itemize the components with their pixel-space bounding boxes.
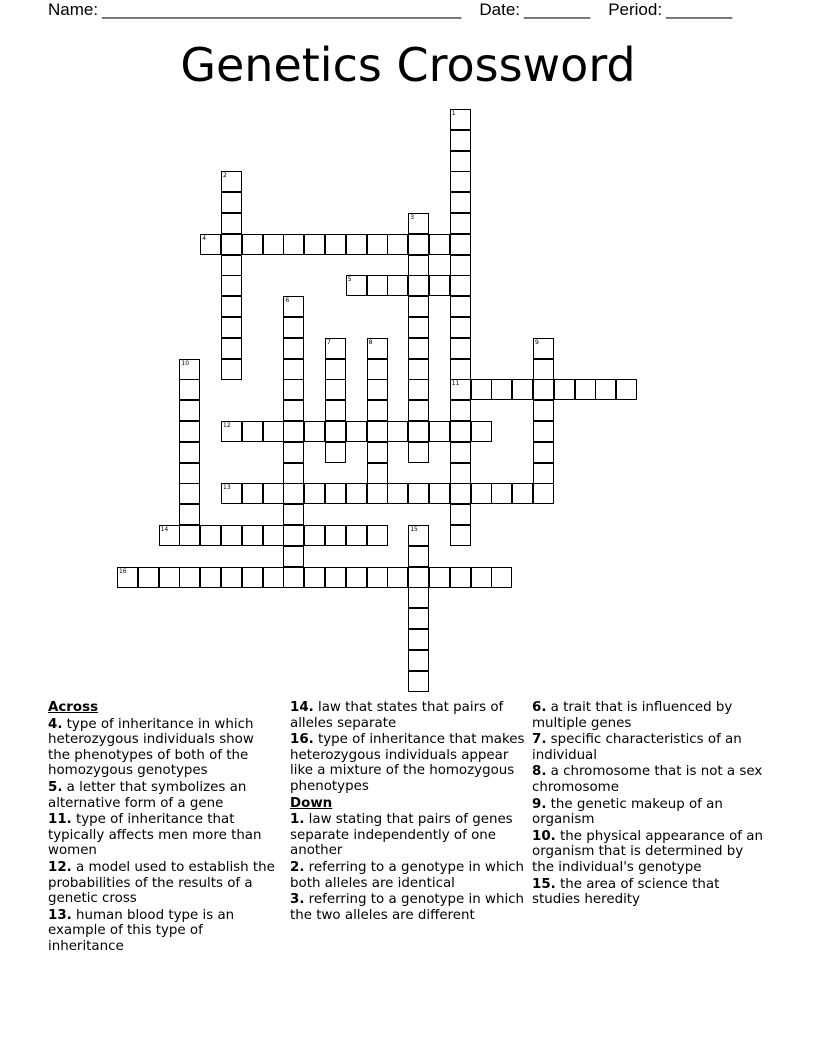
clue-number: 9 — [535, 338, 539, 346]
grid-cell[interactable] — [408, 650, 429, 671]
clue-number: 13. — [48, 907, 72, 923]
grid-cell[interactable] — [221, 234, 242, 255]
grid-cell[interactable] — [450, 275, 471, 296]
clue-number: 5. — [48, 779, 63, 795]
grid-cell[interactable] — [283, 317, 304, 338]
grid-cell[interactable] — [325, 483, 346, 504]
grid-cell[interactable] — [325, 421, 346, 442]
grid-cell[interactable] — [387, 483, 408, 504]
grid-cell[interactable] — [200, 525, 221, 546]
grid-cell[interactable] — [450, 421, 471, 442]
clue-item — [48, 780, 280, 811]
clues-column-2 — [290, 700, 526, 924]
grid-cell[interactable] — [554, 379, 575, 400]
grid-cell[interactable] — [450, 504, 471, 525]
clue-number: 6 — [285, 297, 290, 305]
across-clue-list — [48, 717, 280, 955]
grid-cell[interactable] — [325, 234, 346, 255]
grid-cell[interactable] — [179, 504, 200, 525]
clue-item — [532, 797, 766, 828]
grid-cell[interactable] — [471, 379, 492, 400]
grid-cell[interactable] — [408, 671, 429, 692]
grid-cell[interactable] — [263, 483, 284, 504]
grid-cell[interactable] — [283, 379, 304, 400]
clues-column-1 — [48, 700, 280, 956]
grid-cell[interactable] — [367, 421, 388, 442]
grid-cell[interactable] — [429, 567, 450, 588]
clue-number: 2. — [290, 859, 305, 875]
clue-number: 11 — [451, 380, 460, 388]
grid-cell[interactable] — [221, 275, 242, 296]
clue-item — [290, 732, 526, 794]
grid-cell[interactable] — [533, 463, 554, 484]
grid-cell[interactable] — [283, 483, 304, 504]
grid-cell[interactable] — [367, 275, 388, 296]
grid-cell[interactable] — [408, 567, 429, 588]
grid-cell[interactable] — [283, 234, 304, 255]
grid-cell[interactable] — [346, 483, 367, 504]
grid-cell[interactable] — [408, 400, 429, 421]
grid-cell[interactable] — [408, 317, 429, 338]
grid-cell[interactable] — [367, 442, 388, 463]
grid-cell[interactable] — [408, 379, 429, 400]
clue-item — [532, 829, 766, 876]
grid-cell[interactable] — [387, 421, 408, 442]
grid-cell[interactable] — [283, 400, 304, 421]
grid-cell[interactable] — [242, 525, 263, 546]
clue-item — [532, 764, 766, 795]
grid-cell[interactable] — [304, 234, 325, 255]
grid-cell[interactable] — [221, 338, 242, 359]
grid-cell[interactable] — [367, 338, 388, 359]
grid-cell[interactable] — [533, 400, 554, 421]
grid-cell[interactable] — [450, 255, 471, 276]
grid-cell[interactable] — [408, 587, 429, 608]
grid-cell[interactable] — [263, 567, 284, 588]
date-label: Date: — [479, 0, 520, 19]
period-label: Period: — [608, 0, 663, 19]
grid-cell[interactable] — [263, 234, 284, 255]
grid-cell[interactable] — [325, 400, 346, 421]
grid-cell[interactable] — [367, 359, 388, 380]
clue-number: 12 — [223, 422, 231, 429]
grid-cell[interactable] — [179, 379, 200, 400]
grid-cell[interactable] — [159, 525, 180, 546]
page-title: Genetics Crossword — [180, 38, 636, 92]
grid-cell[interactable] — [408, 525, 429, 546]
clue-number: 2 — [223, 172, 227, 180]
grid-cell[interactable] — [304, 421, 325, 442]
clue-item — [290, 812, 526, 859]
grid-cell[interactable] — [242, 421, 263, 442]
grid-cell[interactable] — [367, 234, 388, 255]
clue-text: a chromosome that is not a sex chromosome — [532, 764, 763, 795]
grid-cell[interactable] — [450, 463, 471, 484]
grid-cell[interactable] — [408, 234, 429, 255]
grid-cell[interactable] — [221, 483, 242, 504]
clue-number: 6. — [532, 700, 547, 715]
grid-cell[interactable] — [263, 525, 284, 546]
clue-number: 15 — [410, 526, 418, 533]
grid-cell[interactable] — [387, 275, 408, 296]
grid-cell[interactable] — [471, 483, 492, 504]
clue-text: type of inheritance that typically affects men more than women — [48, 812, 262, 859]
grid-cell[interactable] — [283, 463, 304, 484]
clue-number: 5 — [347, 276, 352, 284]
clue-number: 7. — [532, 732, 547, 748]
grid-cell[interactable] — [533, 483, 554, 504]
down-heading: Down — [290, 795, 333, 811]
grid-cell[interactable] — [450, 171, 471, 192]
clue-text: referring to a genotype in which both alleles are identical — [290, 859, 525, 891]
grid-cell[interactable] — [408, 296, 429, 317]
grid-cell[interactable] — [200, 234, 221, 255]
grid-cell[interactable] — [533, 442, 554, 463]
across-clue-list-continued — [290, 700, 526, 795]
clue-number: 15. — [532, 876, 556, 892]
clue-number: 3. — [290, 892, 305, 908]
grid-cell[interactable] — [450, 234, 471, 255]
clue-number: 7 — [327, 338, 331, 346]
grid-cell[interactable] — [450, 130, 471, 151]
grid-cell[interactable] — [346, 421, 367, 442]
grid-cell[interactable] — [450, 109, 471, 130]
grid-cell[interactable] — [533, 421, 554, 442]
grid-cell[interactable] — [304, 483, 325, 504]
clue-item — [48, 860, 280, 907]
clue-number: 1 — [451, 110, 456, 117]
clue-text: law that states that pairs of alleles separate — [290, 700, 504, 731]
clue-text: a trait that is influenced by multiple genes — [532, 700, 733, 731]
grid-cell[interactable] — [221, 171, 242, 192]
grid-cell[interactable] — [408, 442, 429, 463]
clue-number: 4 — [202, 234, 207, 242]
grid-cell[interactable] — [283, 359, 304, 380]
grid-cell[interactable] — [367, 463, 388, 484]
grid-cell[interactable] — [221, 525, 242, 546]
grid-cell[interactable] — [325, 442, 346, 463]
clue-text: specific characteristics of an individual — [532, 732, 742, 763]
grid-cell[interactable] — [221, 255, 242, 276]
clue-number: 11. — [48, 812, 72, 828]
clue-text: a model used to establish the probabilities of the results of a genetic cross — [48, 859, 275, 907]
grid-cell[interactable] — [283, 504, 304, 525]
student-info-header — [48, 0, 732, 20]
date-blank[interactable]: _______ — [524, 0, 591, 19]
grid-cell[interactable] — [450, 483, 471, 504]
clue-text: the area of science that studies heredity — [532, 876, 720, 908]
grid-cell[interactable] — [179, 525, 200, 546]
clues-column-3 — [532, 700, 766, 909]
clue-number: 9. — [532, 796, 547, 812]
across-heading: Across — [48, 700, 99, 715]
clue-text: a letter that symbolizes an alternative form of a gene — [48, 779, 247, 811]
grid-cell[interactable] — [533, 379, 554, 400]
clue-text: referring to a genotype in which the two alleles are different — [290, 892, 525, 923]
grid-cell[interactable] — [325, 567, 346, 588]
grid-cell[interactable] — [325, 525, 346, 546]
grid-cell[interactable] — [450, 296, 471, 317]
grid-cell[interactable] — [450, 400, 471, 421]
grid-cell[interactable] — [367, 567, 388, 588]
clue-text: law stating that pairs of genes separate independently of one another — [290, 812, 513, 859]
grid-cell[interactable] — [450, 567, 471, 588]
grid-cell[interactable] — [408, 275, 429, 296]
grid-cell[interactable] — [179, 359, 200, 380]
name-blank[interactable]: ______________________________________ — [102, 0, 462, 19]
grid-cell[interactable] — [283, 525, 304, 546]
clue-text: the genetic makeup of an organism — [532, 796, 723, 828]
down-clue-list-continued — [532, 700, 766, 908]
grid-cell[interactable] — [429, 234, 450, 255]
grid-cell[interactable] — [242, 567, 263, 588]
grid-cell[interactable] — [450, 317, 471, 338]
grid-cell[interactable] — [408, 213, 429, 234]
grid-cell[interactable] — [408, 255, 429, 276]
clue-number: 16. — [290, 732, 314, 748]
grid-cell[interactable] — [221, 213, 242, 234]
grid-cell[interactable] — [450, 359, 471, 380]
grid-cell[interactable] — [533, 359, 554, 380]
grid-cell[interactable] — [491, 567, 512, 588]
clue-item — [532, 732, 766, 763]
clue-number: 4. — [48, 716, 63, 732]
clue-number: 12. — [48, 859, 72, 875]
clue-text: type of inheritance that makes heterozygous individuals appear like a mixture of the homozygous phenotypes — [290, 732, 525, 794]
grid-cell[interactable] — [387, 567, 408, 588]
grid-cell[interactable] — [325, 338, 346, 359]
grid-cell[interactable] — [179, 421, 200, 442]
clue-text: human blood type is an example of this type of inheritance — [48, 907, 235, 954]
grid-cell[interactable] — [263, 421, 284, 442]
grid-cell[interactable] — [429, 483, 450, 504]
grid-cell[interactable] — [367, 483, 388, 504]
grid-cell[interactable] — [408, 483, 429, 504]
grid-cell[interactable] — [491, 379, 512, 400]
clue-number: 8. — [532, 764, 547, 780]
grid-cell[interactable] — [512, 379, 533, 400]
clue-text: the physical appearance of an organism that is determined by the individual's genotype — [532, 828, 763, 875]
clue-item — [48, 717, 280, 779]
grid-cell[interactable] — [179, 442, 200, 463]
grid-cell[interactable] — [117, 567, 138, 588]
grid-cell[interactable] — [283, 442, 304, 463]
clue-number: 16 — [119, 567, 127, 575]
down-clue-list — [290, 812, 526, 923]
name-label: Name: — [48, 0, 99, 19]
clue-number: 14 — [160, 526, 169, 533]
clue-number: 14. — [290, 700, 314, 715]
grid-cell[interactable] — [367, 400, 388, 421]
grid-cell[interactable] — [325, 359, 346, 380]
grid-cell[interactable] — [283, 567, 304, 588]
grid-cell[interactable] — [595, 379, 616, 400]
grid-cell[interactable] — [346, 234, 367, 255]
grid-cell[interactable] — [429, 421, 450, 442]
grid-cell[interactable] — [512, 483, 533, 504]
grid-cell[interactable] — [304, 525, 325, 546]
grid-cell[interactable] — [408, 421, 429, 442]
grid-cell[interactable] — [408, 629, 429, 650]
grid-cell[interactable] — [471, 567, 492, 588]
grid-cell[interactable] — [346, 567, 367, 588]
grid-cell[interactable] — [304, 567, 325, 588]
grid-cell[interactable] — [408, 359, 429, 380]
grid-cell[interactable] — [283, 546, 304, 567]
clue-number: 8 — [368, 338, 373, 346]
grid-cell[interactable] — [283, 338, 304, 359]
clue-number: 13 — [223, 484, 231, 492]
grid-cell[interactable] — [533, 338, 554, 359]
grid-cell[interactable] — [242, 234, 263, 255]
clue-text: type of inheritance in which heterozygous individuals show the phenotypes of both of the homozygous genotypes — [48, 716, 254, 779]
clue-number: 10. — [532, 828, 556, 844]
grid-cell[interactable] — [450, 379, 471, 400]
grid-cell[interactable] — [221, 192, 242, 213]
grid-cell[interactable] — [283, 296, 304, 317]
grid-cell[interactable] — [471, 421, 492, 442]
clue-item — [48, 812, 280, 859]
grid-cell[interactable] — [179, 567, 200, 588]
grid-cell[interactable] — [138, 567, 159, 588]
grid-cell[interactable] — [616, 379, 637, 400]
clue-item — [290, 860, 526, 891]
clue-item — [48, 908, 280, 955]
grid-cell[interactable] — [325, 379, 346, 400]
clue-item — [290, 700, 526, 731]
grid-cell[interactable] — [408, 608, 429, 629]
clue-item — [290, 892, 526, 923]
grid-cell[interactable] — [283, 421, 304, 442]
grid-cell[interactable] — [408, 338, 429, 359]
grid-cell[interactable] — [450, 525, 471, 546]
grid-cell[interactable] — [346, 275, 367, 296]
grid-cell[interactable] — [179, 400, 200, 421]
grid-cell[interactable] — [200, 567, 221, 588]
grid-cell[interactable] — [346, 525, 367, 546]
grid-cell[interactable] — [221, 359, 242, 380]
grid-cell[interactable] — [408, 546, 429, 567]
grid-cell[interactable] — [221, 567, 242, 588]
grid-cell[interactable] — [387, 234, 408, 255]
clue-item — [532, 877, 766, 908]
grid-cell[interactable] — [179, 463, 200, 484]
grid-cell[interactable] — [575, 379, 596, 400]
grid-cell[interactable] — [221, 296, 242, 317]
grid-cell[interactable] — [242, 483, 263, 504]
grid-cell[interactable] — [367, 379, 388, 400]
grid-cell[interactable] — [159, 567, 180, 588]
grid-cell[interactable] — [179, 483, 200, 504]
clue-number: 1. — [290, 812, 305, 828]
grid-cell[interactable] — [450, 213, 471, 234]
clue-number: 10 — [181, 359, 190, 367]
grid-cell[interactable] — [491, 483, 512, 504]
grid-cell[interactable] — [221, 317, 242, 338]
grid-cell[interactable] — [429, 275, 450, 296]
clue-number: 3 — [410, 214, 415, 221]
period-blank[interactable]: _______ — [666, 0, 733, 19]
grid-cell[interactable] — [367, 525, 388, 546]
grid-cell[interactable] — [450, 192, 471, 213]
grid-cell[interactable] — [221, 421, 242, 442]
grid-cell[interactable] — [450, 442, 471, 463]
grid-cell[interactable] — [450, 338, 471, 359]
clue-item — [532, 700, 766, 731]
grid-cell[interactable] — [450, 151, 471, 172]
